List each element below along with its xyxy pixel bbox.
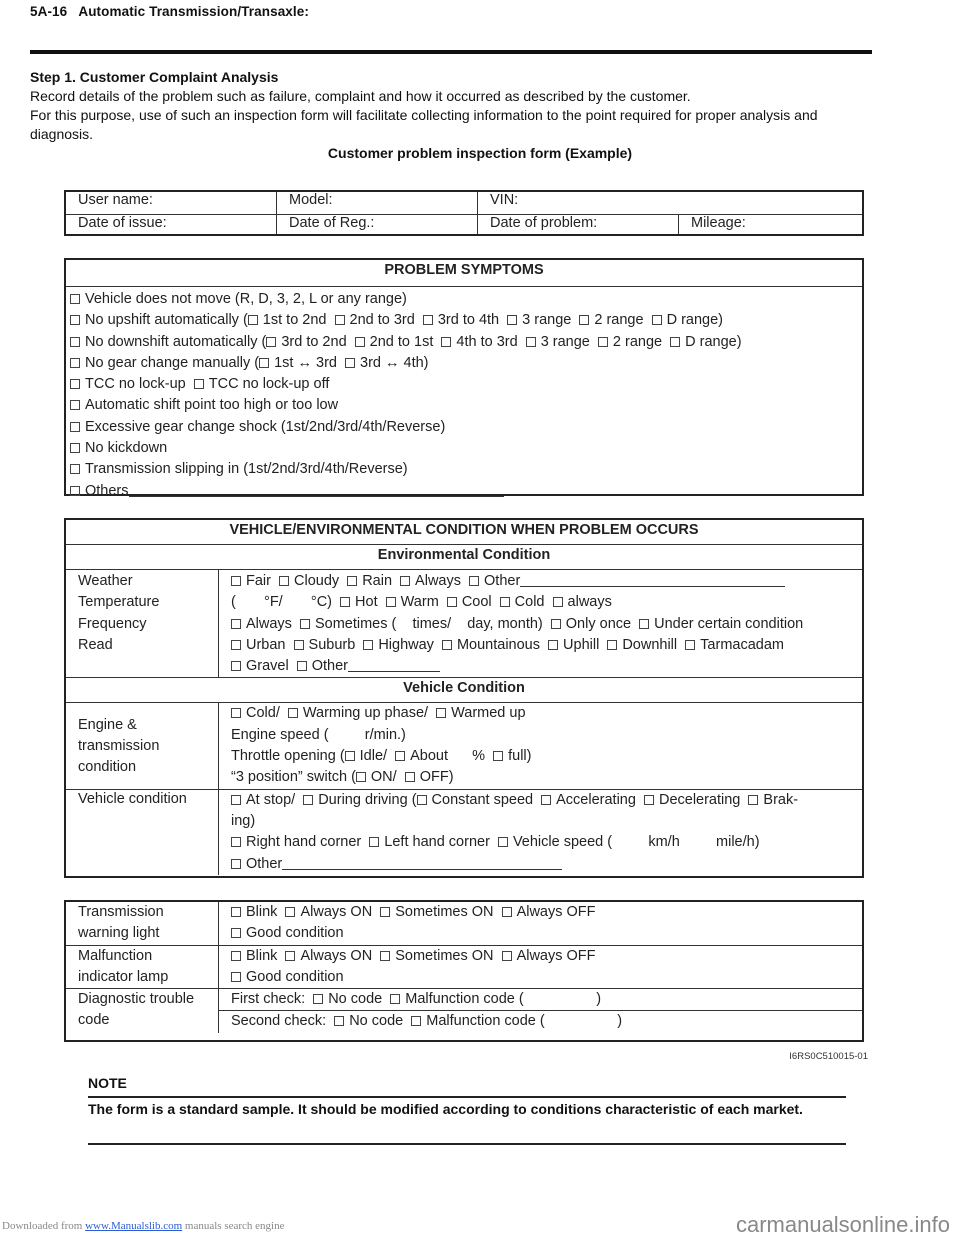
- frequency-options: Always Sometimes ( times/ day, month) Only once Under certain condition: [231, 614, 850, 635]
- conditions-box: [64, 518, 864, 878]
- checkbox[interactable]: [70, 422, 80, 432]
- model-field[interactable]: Model:: [277, 192, 478, 214]
- vehicle-other-input[interactable]: [282, 869, 562, 870]
- image-id: I6RS0C510015-01: [789, 1051, 868, 1062]
- vehicle-options[interactable]: At stop/ During driving ( Constant speed Accelerating Decelerating Brak- ing) Right hand corner Left hand corner Vehicle speed ( km/h mile/h) Other: [219, 789, 863, 875]
- checkbox[interactable]: [70, 294, 80, 304]
- symptom-item[interactable]: No gear change manually ( 1st ↔ 3rd 3rd ↔ 4th): [70, 353, 862, 374]
- engine-label: Engine & transmission condition: [66, 703, 219, 789]
- note-text: The form is a standard sample. It should be modified according to conditions characteristic of each market.: [88, 1101, 803, 1117]
- symptom-item[interactable]: Vehicle does not move (R, D, 3, 2, L or any range): [70, 289, 862, 310]
- road-other-input[interactable]: [348, 671, 440, 672]
- checkbox[interactable]: [70, 379, 80, 389]
- dtc-first-check[interactable]: First check: No code Malfunction code ( ): [219, 989, 863, 1011]
- symptom-item[interactable]: No downshift automatically ( 3rd to 2nd 2nd to 1st 4th to 3rd 3 range 2 range D range): [70, 332, 862, 353]
- note-rule-bottom: [88, 1143, 846, 1145]
- symptom-item[interactable]: TCC no lock-up TCC no lock-up off: [70, 374, 862, 395]
- symptom-item[interactable]: Transmission slipping in (1st/2nd/3rd/4th/Reverse): [70, 459, 862, 480]
- conditions-title: VEHICLE/ENVIRONMENTAL CONDITION WHEN PROBLEM OCCURS: [66, 520, 862, 545]
- symptom-item[interactable]: Excessive gear change shock (1st/2nd/3rd/4th/Reverse): [70, 417, 862, 438]
- date-of-issue-field[interactable]: Date of issue:: [66, 214, 277, 234]
- weather-other-input[interactable]: [520, 586, 785, 587]
- vehicle-label: Vehicle condition: [66, 789, 219, 875]
- checkbox[interactable]: [70, 464, 80, 474]
- symptom-item[interactable]: No kickdown: [70, 438, 862, 459]
- symptoms-title: PROBLEM SYMPTOMS: [66, 260, 862, 287]
- intro: [30, 68, 870, 144]
- footer-watermark: carmanualsonline.info: [735, 1212, 950, 1237]
- form-title: Customer problem inspection form (Example): [327, 145, 633, 161]
- checkbox[interactable]: [70, 443, 80, 453]
- checkbox[interactable]: [70, 400, 80, 410]
- road-options-2: Gravel Other: [231, 656, 850, 677]
- others-input[interactable]: [129, 496, 504, 497]
- checkbox[interactable]: [70, 486, 80, 496]
- date-of-problem-field[interactable]: Date of problem:: [478, 214, 679, 234]
- mileage-field[interactable]: Mileage:: [679, 214, 863, 234]
- mil-label: Malfunction indicator lamp: [66, 945, 219, 989]
- twl-options[interactable]: Blink Always ON Sometimes ON Always OFF Good condition: [219, 902, 863, 945]
- temperature-options: ( °F/ °C) Hot Warm Cool Cold always: [231, 594, 612, 611]
- indicators-box: [64, 900, 864, 1042]
- symptom-item[interactable]: Automatic shift point too high or too low: [70, 395, 862, 416]
- info-table: [64, 190, 864, 236]
- footer-download: Downloaded from www.Manualslib.com manuals search engine: [2, 1220, 285, 1232]
- vehicle-condition-title: Vehicle Condition: [66, 678, 862, 703]
- note-heading: NOTE: [88, 1075, 127, 1091]
- checkbox[interactable]: [70, 337, 80, 347]
- weather-options: Fair Cloudy Rain Always Other: [231, 571, 850, 592]
- vin-field[interactable]: VIN:: [478, 192, 863, 214]
- env-options[interactable]: [219, 570, 863, 678]
- header-rule: [30, 50, 872, 54]
- dtc-label: Diagnostic trouble code: [66, 989, 219, 1033]
- checkbox[interactable]: [70, 315, 80, 325]
- problem-symptoms-box: [64, 258, 864, 499]
- section-number: 5A-16: [30, 4, 68, 19]
- date-of-reg-field[interactable]: Date of Reg.:: [277, 214, 478, 234]
- user-name-field[interactable]: User name:: [66, 192, 277, 214]
- twl-label: Transmission warning light: [66, 902, 219, 945]
- intro-paragraph-1: Record details of the problem such as failure, complaint and how it occurred as described by the customer.: [30, 88, 691, 104]
- road-options: Urban Suburb Highway Mountainous Uphill Downhill Tarmacadam: [231, 635, 850, 656]
- note-rule-top: [88, 1096, 846, 1098]
- section-title: Automatic Transmission/Transaxle:: [78, 4, 309, 19]
- manualslib-link[interactable]: www.Manualslib.com: [85, 1220, 183, 1232]
- checkbox[interactable]: [248, 315, 258, 325]
- env-labels: Weather Temperature Frequency Read: [66, 570, 219, 678]
- dtc-second-check[interactable]: Second check: No code Malfunction code ( ): [219, 1011, 863, 1033]
- env-title: Environmental Condition: [66, 545, 862, 570]
- intro-paragraph-2: For this purpose, use of such an inspection form will facilitate collecting information to the point required for proper analysis and diagnosis.: [30, 107, 818, 142]
- symptom-item[interactable]: No upshift automatically ( 1st to 2nd 2nd to 3rd 3rd to 4th 3 range 2 range D range): [70, 310, 862, 331]
- engine-options[interactable]: Cold/ Warming up phase/ Warmed up Engine speed ( r/min.) Throttle opening ( Idle/ About % full) “3 position” switch ( ON/ OFF): [219, 703, 863, 789]
- symptom-item[interactable]: Others: [70, 481, 862, 502]
- mil-options[interactable]: Blink Always ON Sometimes ON Always OFF Good condition: [219, 945, 863, 989]
- page-header: [30, 4, 309, 19]
- step-title: Step 1. Customer Complaint Analysis: [30, 69, 279, 85]
- checkbox[interactable]: [70, 358, 80, 368]
